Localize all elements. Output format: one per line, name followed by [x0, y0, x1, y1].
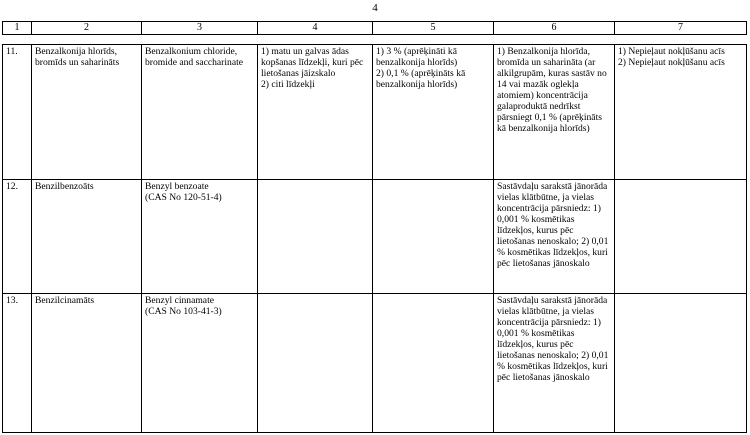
column-number: 1 — [3, 22, 32, 35]
product-type-cell — [258, 44, 373, 179]
substance-name-en: Benzyl benzoate — [145, 180, 209, 192]
column-number: 7 — [615, 22, 747, 35]
regulation-table — [2, 21, 747, 433]
substance-name-lv: Benzilcinamāts — [32, 293, 142, 432]
column-number: 5 — [373, 22, 494, 35]
column-number-row — [3, 22, 747, 35]
substance-name-en: Benzyl cinnamate — [145, 294, 214, 306]
row-number: 13. — [3, 293, 32, 432]
empty-cell — [373, 293, 494, 432]
cas-number: (CAS No 120-51-4) — [145, 191, 222, 203]
product-type-a: 1) matu un galvas ādas kopšanas līdzekļi, kuri pēc lietošanas jāizskalo — [261, 45, 364, 79]
substance-name-lv: Benzalkonija hlorīds, bromīds un saharināts — [32, 44, 142, 179]
row-number: 11. — [3, 44, 32, 179]
empty-cell — [615, 179, 747, 293]
warning-b: 2) Nepieļaut nokļūšanu acīs — [618, 56, 725, 68]
empty-cell — [615, 293, 747, 432]
column-number: 2 — [32, 22, 142, 35]
cas-number: (CAS No 103-41-3) — [145, 305, 222, 317]
table-row — [3, 179, 747, 293]
max-concentration-cell — [373, 44, 494, 179]
substance-name-lv: Benzilbenzoāts — [32, 179, 142, 293]
table-row — [3, 44, 747, 179]
column-number: 4 — [258, 22, 373, 35]
max-concentration-b: 2) 0,1 % (aprēķināts kā benzalkonija hlorīds) — [376, 67, 466, 90]
column-number: 6 — [494, 22, 615, 35]
substance-name-en-cell — [142, 179, 258, 293]
warnings-cell — [615, 44, 747, 179]
spacer-row — [3, 34, 747, 44]
empty-cell — [373, 179, 494, 293]
conditions: 1) Benzalkonija hlorīda, bromīda un saharināta (ar alkilgrupām, kuras sastāv no 14 vai mazāk oglekļa atomiem) koncentrācija galaproduktā nedrīkst pārsniegt 0,1 % (aprēķināts kā benzalkonija hlorīds) — [494, 44, 615, 179]
empty-cell — [258, 179, 373, 293]
product-type-b: 2) citi līdzekļi — [261, 78, 315, 90]
substance-name-en-cell — [142, 293, 258, 432]
page-number: 4 — [372, 2, 378, 14]
max-concentration-a: 1) 3 % (aprēķināti kā benzalkonija hlorīds) — [376, 45, 458, 68]
empty-cell — [258, 293, 373, 432]
conditions: Sastāvdaļu sarakstā jānorāda vielas klātbūtne, ja vielas koncentrācija pārsniedz: 1) 0,001 % kosmētikas līdzekļos, kurus pēc lietošanas nenoskalo; 2) 0,01 % kosmētikas līdzekļos, kuri pēc lietošanas jānoskalo — [494, 293, 615, 432]
table-row — [3, 293, 747, 432]
conditions: Sastāvdaļu sarakstā jānorāda vielas klātbūtne, ja vielas koncentrācija pārsniedz: 1) 0,001 % kosmētikas līdzekļos, kurus pēc lietošanas nenoskalo; 2) 0,01 % kosmētikas līdzekļos, kuri pēc lietošanas jānoskalo — [494, 179, 615, 293]
warning-a: 1) Nepieļaut nokļūšanu acīs — [618, 45, 725, 57]
row-number: 12. — [3, 179, 32, 293]
substance-name-en: Benzalkonium chloride, bromide and saccharinate — [142, 44, 258, 179]
column-number: 3 — [142, 22, 258, 35]
